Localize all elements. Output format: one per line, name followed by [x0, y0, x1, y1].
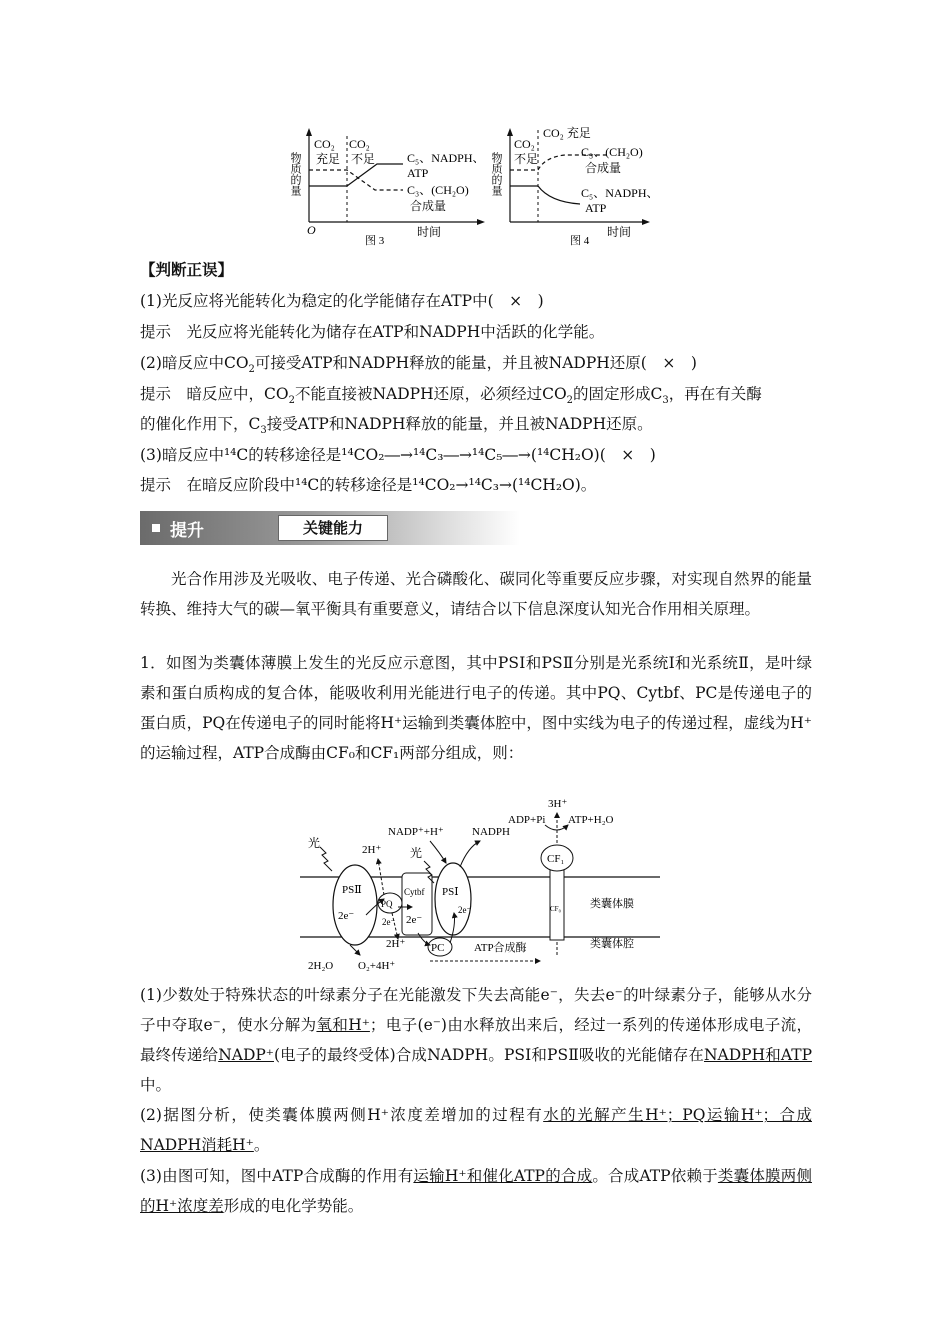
ps1-complex: [435, 863, 471, 935]
fig4-label: CO₂ 充足: [543, 126, 591, 140]
diagram-label: PC: [431, 942, 445, 954]
fig3-label: C₅、NADPH、: [407, 151, 485, 165]
fig3-label: 充足: [316, 152, 341, 166]
light-reaction-diagram: [300, 795, 660, 975]
fig4-label: CO₂: [514, 137, 535, 151]
answer-text: (2)据图分析，使类囊体膜两侧H⁺浓度差增加的过程有: [140, 1106, 544, 1124]
diagram-label: 2e⁻: [406, 914, 423, 926]
banner-subtitle: 关键能力: [278, 515, 388, 541]
figure-3-4: [285, 122, 675, 252]
answer-blank: NADPH和ATP: [703, 1046, 812, 1064]
judge-q3: (3)暗反应中¹⁴C的转移途径是¹⁴CO₂―→¹⁴C₃―→¹⁴C₅―→(¹⁴CH₂O)( × ): [140, 446, 656, 464]
ps2-complex: [333, 865, 377, 945]
fig4-label: ATP: [585, 201, 607, 215]
fig4-label: 不足: [514, 152, 539, 166]
fig3-label: O: [307, 223, 316, 237]
judge-h3: 提示 在暗反应阶段中¹⁴C的转移途径是¹⁴CO₂→¹⁴C₃→(¹⁴CH₂O)。: [140, 476, 597, 494]
judge-q2-text: 可接受ATP和NADPH释放的能量，并且被NADPH还原( × ): [254, 354, 697, 372]
judge-heading: 【判断正误】: [140, 260, 234, 279]
fig3-label: 图 3: [365, 235, 385, 247]
answer-blank: 氧和H⁺: [316, 1016, 370, 1034]
banner-square-icon: [152, 524, 160, 532]
diagram-label: NADPH: [472, 826, 510, 838]
diagram-label: PSⅠ: [442, 886, 459, 898]
answer-text: 形成的电化学势能。: [223, 1197, 364, 1215]
judge-q1: (1)光反应将光能转化为稳定的化学能储存在ATP中( × ): [140, 292, 544, 310]
fig4-label: 合成量: [585, 161, 622, 175]
question-1: 1．如图为类囊体薄膜上发生的光反应示意图，其中PSⅠ和PSⅡ分别是光系统Ⅰ和光系统Ⅱ，是叶绿素和蛋白质构成的复合体，能吸收利用光能进行电子的传递。其中PQ、Cytbf、PC是传递电子的蛋白质，PQ在传递电子的同时能将H⁺运输到类囊体腔中，图中实线为电子的传递过程，虚线为H⁺的运输过程，ATP合成酶由CF₀和CF₁两部分组成，则：: [140, 654, 812, 762]
answer-blank: NADP⁺: [218, 1046, 274, 1064]
figure-4: [490, 125, 659, 247]
diagram-label: 类囊体腔: [590, 938, 634, 950]
diagram-label: PSⅡ: [342, 884, 362, 896]
judge-h2-line2: 的催化作用下，$C_3$接受ATP和NADPH释放的能量，并且被NADPH还原。: [140, 415, 653, 437]
diagram-label: PQ: [381, 899, 393, 909]
fig3-label: ATP: [407, 166, 429, 180]
fig3-label: 时间: [417, 225, 442, 239]
diagram-label: ATP+H₂O: [568, 814, 614, 826]
fig3-label: 合成量: [410, 199, 447, 213]
diagram-label: CF₁: [547, 853, 565, 865]
answer-text: (1)少数处于特殊状态的叶绿素分子在光能激发下失去高能e⁻，失去e⁻的叶绿素分子，能够从水分子中夺取e⁻，使水分解为: [140, 986, 812, 1034]
section-banner: [140, 511, 520, 545]
judge-h2-text: 的固定形成C: [573, 385, 663, 403]
judge-h2-text: 不能直接被NADPH还原，必须经过CO: [294, 385, 567, 403]
answer-text: 中。: [140, 1076, 172, 1094]
diagram-label: 2e⁻: [458, 905, 472, 915]
diagram-label: ADP+Pi: [508, 814, 546, 826]
fig3-label: CO₂: [349, 137, 370, 151]
answer-blank: 水的光解产生H⁺；PQ运输H⁺；合成NADPH消耗H⁺: [140, 1106, 812, 1154]
figure-3: [289, 128, 485, 247]
judge-h2-text: 提示 暗反应中，CO: [140, 385, 289, 403]
answer-blank: 类囊体膜两侧的H⁺浓度差: [140, 1167, 812, 1215]
judge-h2-text: 接受ATP和NADPH释放的能量，并且被NADPH还原。: [266, 415, 653, 433]
fig4-ylabel: 物质的量: [490, 152, 502, 196]
judge-h2-text: 的催化作用下，C: [140, 415, 261, 433]
diagram-label: 光: [308, 836, 321, 850]
diagram-label: CF₀: [550, 905, 562, 913]
diagram-label: 2H⁺: [386, 938, 406, 950]
judge-h2-text: ，再在有关酶: [668, 385, 762, 403]
answer-3: [140, 1161, 812, 1221]
fig3-label: C₃、(CH₂O): [407, 183, 469, 197]
diagram-label: 光: [410, 846, 423, 860]
diagram-label: 3H⁺: [548, 798, 568, 810]
diagram-label: NADP⁺+H⁺: [388, 826, 444, 838]
answer-1: [140, 980, 812, 1100]
fig4-label: 图 4: [570, 235, 590, 247]
diagram-label: 类囊体膜: [590, 898, 634, 910]
diagram-label: 2e⁻: [382, 917, 396, 927]
banner-title: 提升: [170, 521, 204, 541]
answer-text: 。合成ATP依赖于: [592, 1167, 718, 1185]
answer-text: ；电子(e⁻)由水释放出来后，经过一系列的传递体形成电子流，最终传递给: [140, 1016, 813, 1064]
answer-text: 。: [253, 1136, 270, 1154]
fig4-label: C₅、NADPH、: [581, 186, 659, 200]
diagram-label: 2H₂O: [308, 960, 334, 972]
diagram-label: 2H⁺: [362, 844, 382, 856]
diagram-label: O₂+4H⁺: [358, 960, 396, 972]
judge-h1: 提示 光反应将光能转化为储存在ATP和NADPH中活跃的化学能。: [140, 323, 605, 341]
diagram-label: 2e⁻: [338, 910, 355, 922]
fig4-label: C₃、(CH₂O): [581, 145, 643, 159]
answer-text: (电子的最终受体)合成NADPH。PSⅠ和PSⅡ吸收的光能储存在: [273, 1046, 704, 1064]
answer-blank: 运输H⁺和催化ATP的合成: [413, 1167, 593, 1185]
intro-paragraph: 光合作用涉及光吸收、电子传递、光合磷酸化、碳同化等重要反应步骤，对实现自然界的能量转换、维持大气的碳—氧平衡具有重要意义，请结合以下信息深度认知光合作用相关原理。: [140, 570, 812, 618]
judge-q2: (2)暗反应中$CO_2$可接受ATP和NADPH释放的能量，并且被NADPH还原( × ): [140, 354, 697, 376]
diagram-label: ATP合成酶: [474, 942, 527, 954]
diagram-label: Cytbf: [404, 887, 425, 897]
answer-2: [140, 1100, 812, 1160]
fig3-ylabel: 物质的量: [289, 152, 301, 196]
judge-h2-line1: 提示 暗反应中，$CO_2$不能直接被NADPH还原，必须经过$CO_2$的固定形成$C_3$，再在有关酶: [140, 385, 762, 407]
fig3-label: 不足: [351, 152, 376, 166]
answer-text: (3)由图可知，图中ATP合成酶的作用有: [140, 1167, 414, 1185]
fig4-label: 时间: [607, 225, 632, 239]
judge-q2-text: (2)暗反应中CO: [140, 354, 249, 372]
fig3-label: CO₂: [314, 137, 335, 151]
